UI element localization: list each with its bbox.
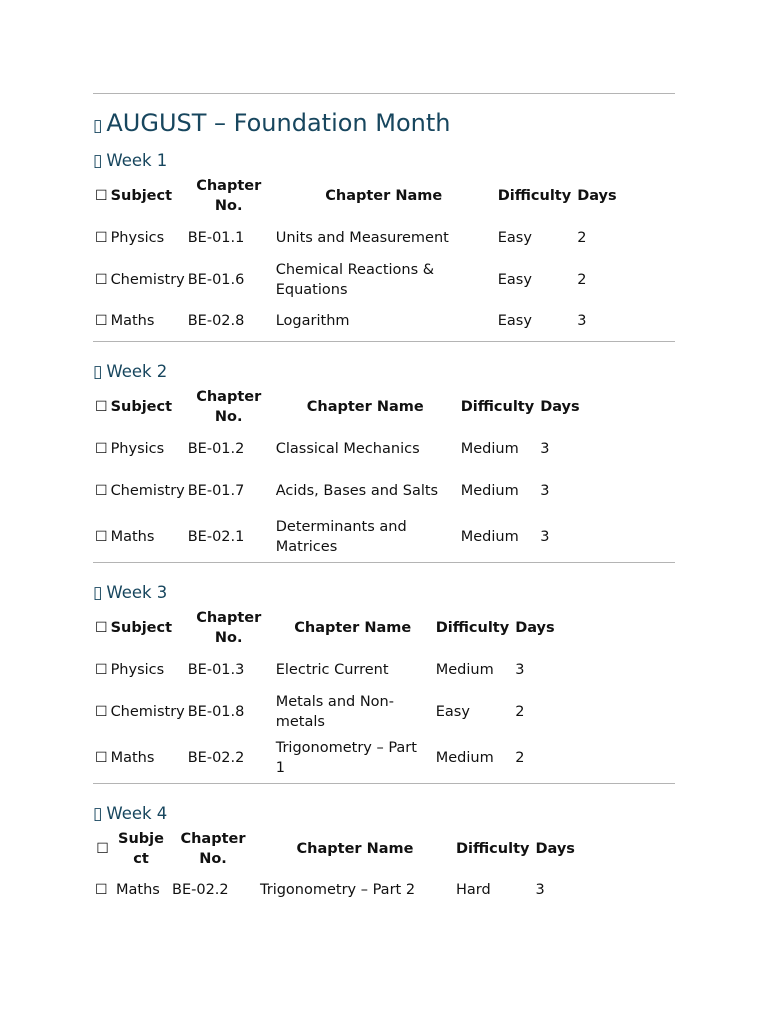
subject-cell: ☐ Chemistry: [95, 271, 185, 288]
chapter-name-header: Chapter Name: [306, 399, 424, 415]
chapter-no-header: Chapter No.: [180, 831, 246, 867]
days-cell: 3: [540, 482, 550, 499]
section-divider: [93, 341, 675, 342]
chapter-no-header: Chapter No.: [196, 389, 262, 425]
chapter-no-cell: BE-02.8: [187, 312, 245, 329]
subject-cell: ☐ Maths: [95, 749, 155, 766]
difficulty-cell: Medium: [460, 441, 519, 457]
chapter-name-cell: Chemical Reactions & Equations: [275, 261, 435, 298]
chapter-no-cell: BE-01.6: [187, 271, 245, 288]
table-header-row: [93, 828, 578, 870]
table-row: [93, 511, 583, 562]
chapter-name-cell: Electric Current: [275, 662, 389, 678]
chapter-no-cell: BE-02.2: [187, 749, 245, 766]
difficulty-cell: Easy: [497, 271, 532, 288]
table-header-row: [93, 607, 558, 649]
difficulty-header: Difficulty: [435, 620, 510, 636]
days-header: Days: [540, 399, 580, 415]
chapter-name-cell: Logarithm: [275, 312, 350, 329]
top-divider: [93, 93, 675, 94]
table-row: [93, 217, 620, 259]
calendar-icon: ▯: [93, 583, 103, 603]
days-cell: 2: [577, 271, 587, 288]
week-table: [93, 386, 583, 562]
chapter-no-cell: BE-01.7: [187, 482, 245, 499]
calendar-icon: ▯: [93, 804, 103, 824]
week-table: [93, 175, 620, 341]
subject-header: Subject: [118, 831, 164, 867]
difficulty-cell: Easy: [435, 703, 470, 720]
chapter-name-cell: Trigonometry – Part 2: [260, 882, 416, 898]
calendar-icon: ▯: [93, 116, 103, 136]
days-header: Days: [515, 620, 555, 636]
difficulty-cell: Medium: [435, 749, 494, 766]
week-section-3: [93, 581, 675, 784]
chapter-name-header: Chapter Name: [294, 620, 412, 636]
table-row: [93, 259, 620, 300]
chapter-no-cell: BE-02.2: [172, 882, 229, 898]
days-cell: 3: [540, 441, 550, 457]
week-title: ▯ Week 4: [93, 804, 168, 824]
difficulty-cell: Easy: [497, 230, 532, 246]
checkbox-header[interactable]: [93, 828, 113, 870]
days-cell: 2: [515, 703, 525, 720]
subject-header: ☐ Subject: [95, 620, 173, 636]
subject-header: ☐ Subject: [95, 188, 173, 204]
difficulty-cell: Medium: [460, 528, 519, 545]
week-section-1: [93, 149, 675, 342]
calendar-icon: ▯: [93, 362, 103, 382]
chapter-no-header: Chapter No.: [196, 610, 262, 646]
days-cell: 3: [535, 882, 545, 898]
chapter-name-cell: Trigonometry – Part 1: [275, 739, 417, 776]
checkbox-icon[interactable]: ☐: [95, 188, 108, 204]
difficulty-cell: Medium: [460, 482, 519, 499]
checkbox-icon[interactable]: ☐: [95, 749, 108, 766]
checkbox-icon[interactable]: ☐: [95, 441, 108, 457]
days-header: Days: [577, 188, 617, 204]
days-cell: 3: [577, 312, 587, 329]
difficulty-cell: Hard: [456, 882, 491, 898]
week-table: [93, 607, 558, 783]
subject-cell: Maths: [116, 882, 160, 898]
chapter-no-cell: BE-01.2: [187, 441, 245, 457]
checkbox-icon[interactable]: ☐: [96, 841, 109, 857]
checkbox-icon[interactable]: ☐: [95, 662, 108, 678]
chapter-no-cell: BE-01.1: [187, 230, 245, 246]
table-header-row: [93, 386, 583, 428]
chapter-name-cell: Units and Measurement: [275, 230, 449, 246]
chapter-name-cell: Acids, Bases and Salts: [275, 482, 439, 499]
chapter-name-cell: Determinants and Matrices: [275, 518, 407, 555]
checkbox-icon[interactable]: ☐: [95, 312, 108, 329]
table-row: [93, 732, 558, 783]
chapter-no-header: Chapter No.: [196, 178, 262, 214]
week-section-4: [93, 802, 675, 910]
difficulty-header: Difficulty: [497, 188, 572, 204]
section-divider: [93, 562, 675, 563]
days-cell: 3: [515, 662, 525, 678]
checkbox-icon[interactable]: ☐: [95, 230, 108, 246]
table-row: [93, 470, 583, 511]
chapter-name-cell: Metals and Non-metals: [275, 693, 394, 730]
checkbox-icon[interactable]: ☐: [95, 882, 108, 898]
calendar-icon: ▯: [93, 151, 103, 171]
difficulty-cell: Easy: [497, 312, 532, 329]
month-title: ▯ AUGUST – Foundation Month: [93, 107, 675, 139]
table-header-row: [93, 175, 620, 217]
chapter-no-cell: BE-02.1: [187, 528, 245, 545]
checkbox-icon[interactable]: ☐: [95, 399, 108, 415]
checkbox-cell[interactable]: [93, 870, 113, 910]
days-cell: 2: [515, 749, 525, 766]
table-row: [93, 300, 620, 341]
checkbox-icon[interactable]: ☐: [95, 482, 108, 499]
subject-cell: ☐ Physics: [95, 441, 165, 457]
chapter-name-header: Chapter Name: [296, 841, 414, 857]
checkbox-icon[interactable]: ☐: [95, 620, 108, 636]
subject-cell: ☐ Maths: [95, 312, 155, 329]
checkbox-icon[interactable]: ☐: [95, 703, 108, 720]
days-cell: 3: [540, 528, 550, 545]
table-row: [93, 428, 583, 470]
difficulty-header: Difficulty: [456, 841, 530, 857]
days-header: Days: [535, 841, 575, 857]
table-row: [93, 691, 558, 732]
difficulty-header: Difficulty: [460, 399, 535, 415]
week-table: [93, 828, 578, 910]
chapter-name-cell: Classical Mechanics: [275, 441, 420, 457]
checkbox-icon[interactable]: ☐: [95, 528, 108, 545]
subject-cell: ☐ Chemistry: [95, 482, 185, 499]
week-title: ▯ Week 2: [93, 362, 168, 382]
table-row: [93, 870, 578, 910]
chapter-name-header: Chapter Name: [325, 188, 443, 204]
difficulty-cell: Medium: [435, 662, 494, 678]
table-row: [93, 649, 558, 691]
month-plan: [93, 93, 675, 910]
section-divider: [93, 783, 675, 784]
subject-cell: ☐ Maths: [95, 528, 155, 545]
week-title: ▯ Week 1: [93, 151, 168, 171]
week-section-2: [93, 360, 675, 563]
checkbox-icon[interactable]: ☐: [95, 271, 108, 288]
subject-cell: ☐ Physics: [95, 230, 165, 246]
chapter-no-cell: BE-01.8: [187, 703, 245, 720]
week-title: ▯ Week 3: [93, 583, 168, 603]
days-cell: 2: [577, 230, 587, 246]
subject-header: ☐ Subject: [95, 399, 173, 415]
chapter-no-cell: BE-01.3: [187, 662, 245, 678]
subject-cell: ☐ Physics: [95, 662, 165, 678]
subject-cell: ☐ Chemistry: [95, 703, 185, 720]
